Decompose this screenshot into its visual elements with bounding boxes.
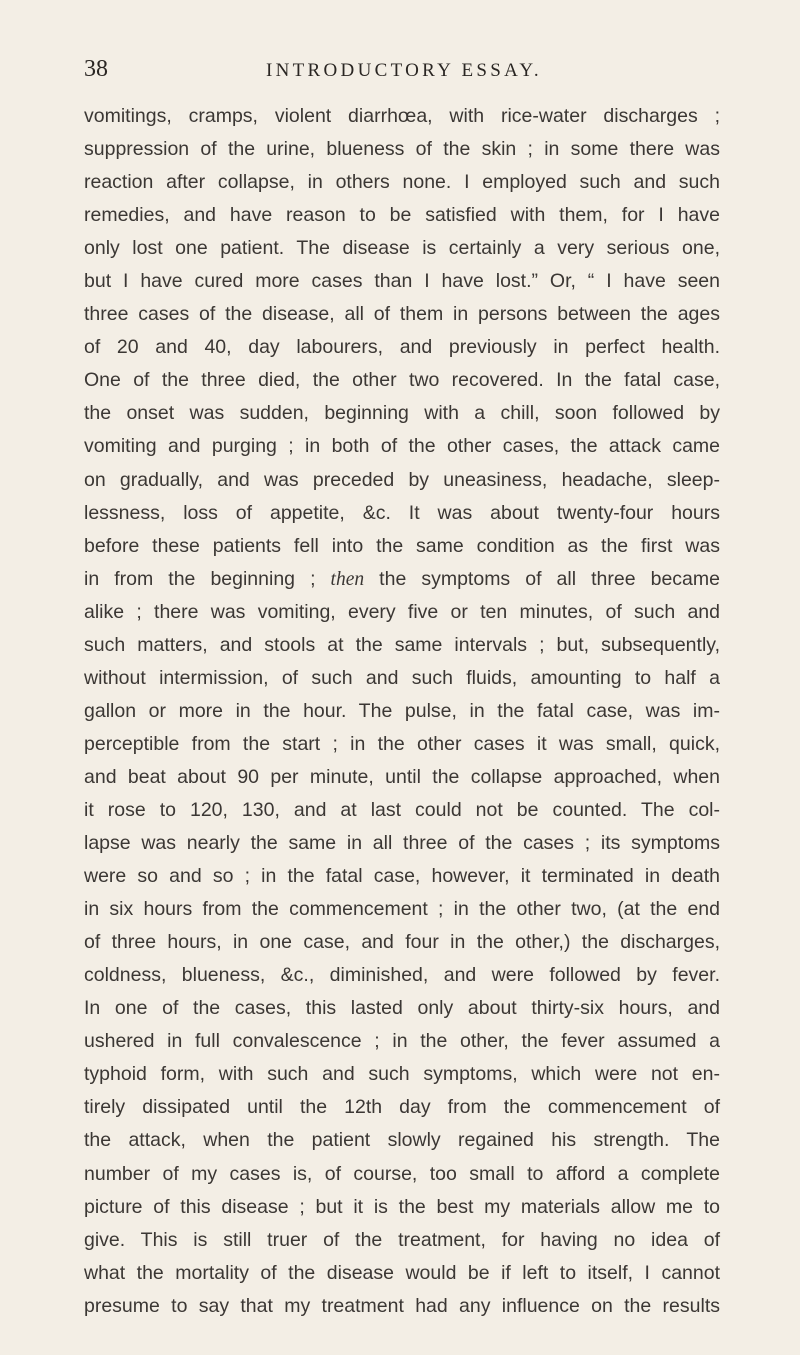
text-line: gallon or more in the hour. The pulse, in the fatal case, was im-	[84, 699, 720, 722]
text-line: perceptible from the start ; in the other cases it was small, quick,	[84, 732, 720, 755]
text-line: on gradually, and was preceded by uneasiness, headache, sleep-	[84, 468, 720, 491]
body-text	[84, 100, 720, 1323]
text-line: lapse was nearly the same in all three of the cases ; its symptoms	[84, 832, 720, 855]
text-line: alike ; there was vomiting, every five or ten minutes, of such and	[84, 600, 720, 623]
text-line: the attack, when the patient slowly regained his strength. The	[84, 1129, 720, 1152]
text-line: what the mortality of the disease would be if left to itself, I cannot	[84, 1261, 720, 1284]
text-line: tirely dissipated until the 12th day from the commencement of	[84, 1096, 720, 1119]
text-line: remedies, and have reason to be satisfied with them, for I have	[84, 204, 720, 227]
text-line: give. This is still truer of the treatment, for having no idea of	[84, 1228, 720, 1251]
text-line: typhoid form, with such and such symptoms, which were not en-	[84, 1063, 720, 1086]
text-line: In one of the cases, this lasted only about thirty-six hours, and	[84, 997, 720, 1020]
text-line: suppression of the urine, blueness of the skin ; in some there was	[84, 138, 720, 161]
text-line: three cases of the disease, all of them in persons between the ages	[84, 303, 720, 326]
text-line: ushered in full convalescence ; in the other, the fever assumed a	[84, 1030, 720, 1053]
page-header	[84, 56, 724, 86]
text-line: picture of this disease ; but it is the best my materials allow me to	[84, 1195, 720, 1218]
text-line: reaction after collapse, in others none. I employed such and such	[84, 171, 720, 194]
text-line: vomitings, cramps, violent diarrhœa, with rice-water discharges ;	[84, 105, 720, 127]
text-line-with-italic	[84, 563, 720, 596]
text-line: and beat about 90 per minute, until the collapse approached, when	[84, 765, 720, 788]
text-line: such matters, and stools at the same intervals ; but, subsequently,	[84, 633, 720, 656]
running-head: INTRODUCTORY ESSAY.	[266, 60, 542, 81]
text-line: coldness, blueness, &c., diminished, and were followed by fever.	[84, 964, 720, 987]
text-line: only lost one patient. The disease is certainly a very serious one,	[84, 237, 720, 260]
text-segment: the symptoms of all three became	[364, 567, 720, 590]
text-line: of 20 and 40, day labourers, and previously in perfect health.	[84, 336, 720, 359]
text-line: presume to say that my treatment had any influence on the results	[84, 1294, 720, 1317]
text-line: lessness, loss of appetite, &c. It was about twenty-four hours	[84, 501, 720, 524]
text-line: of three hours, in one case, and four in the other,) the discharges,	[84, 931, 720, 954]
text-line: but I have cured more cases than I have lost.” Or, “ I have seen	[84, 270, 720, 293]
italic-word: then	[330, 568, 365, 590]
text-line: the onset was sudden, beginning with a chill, soon followed by	[84, 402, 720, 425]
text-line: before these patients fell into the same condition as the first was	[84, 534, 720, 557]
text-line: were so and so ; in the fatal case, however, it terminated in death	[84, 865, 720, 888]
text-line: vomiting and purging ; in both of the other cases, the attack came	[84, 435, 720, 458]
page-number: 38	[84, 56, 108, 82]
text-line: without intermission, of such and such fluids, amounting to half a	[84, 666, 720, 689]
text-line: in six hours from the commencement ; in the other two, (at the end	[84, 898, 720, 921]
text-line: it rose to 120, 130, and at last could not be counted. The col-	[84, 798, 720, 821]
text-segment: in from the beginning ;	[84, 567, 331, 590]
text-line: number of my cases is, of course, too small to afford a complete	[84, 1162, 720, 1185]
text-line: One of the three died, the other two recovered. In the fatal case,	[84, 369, 720, 392]
